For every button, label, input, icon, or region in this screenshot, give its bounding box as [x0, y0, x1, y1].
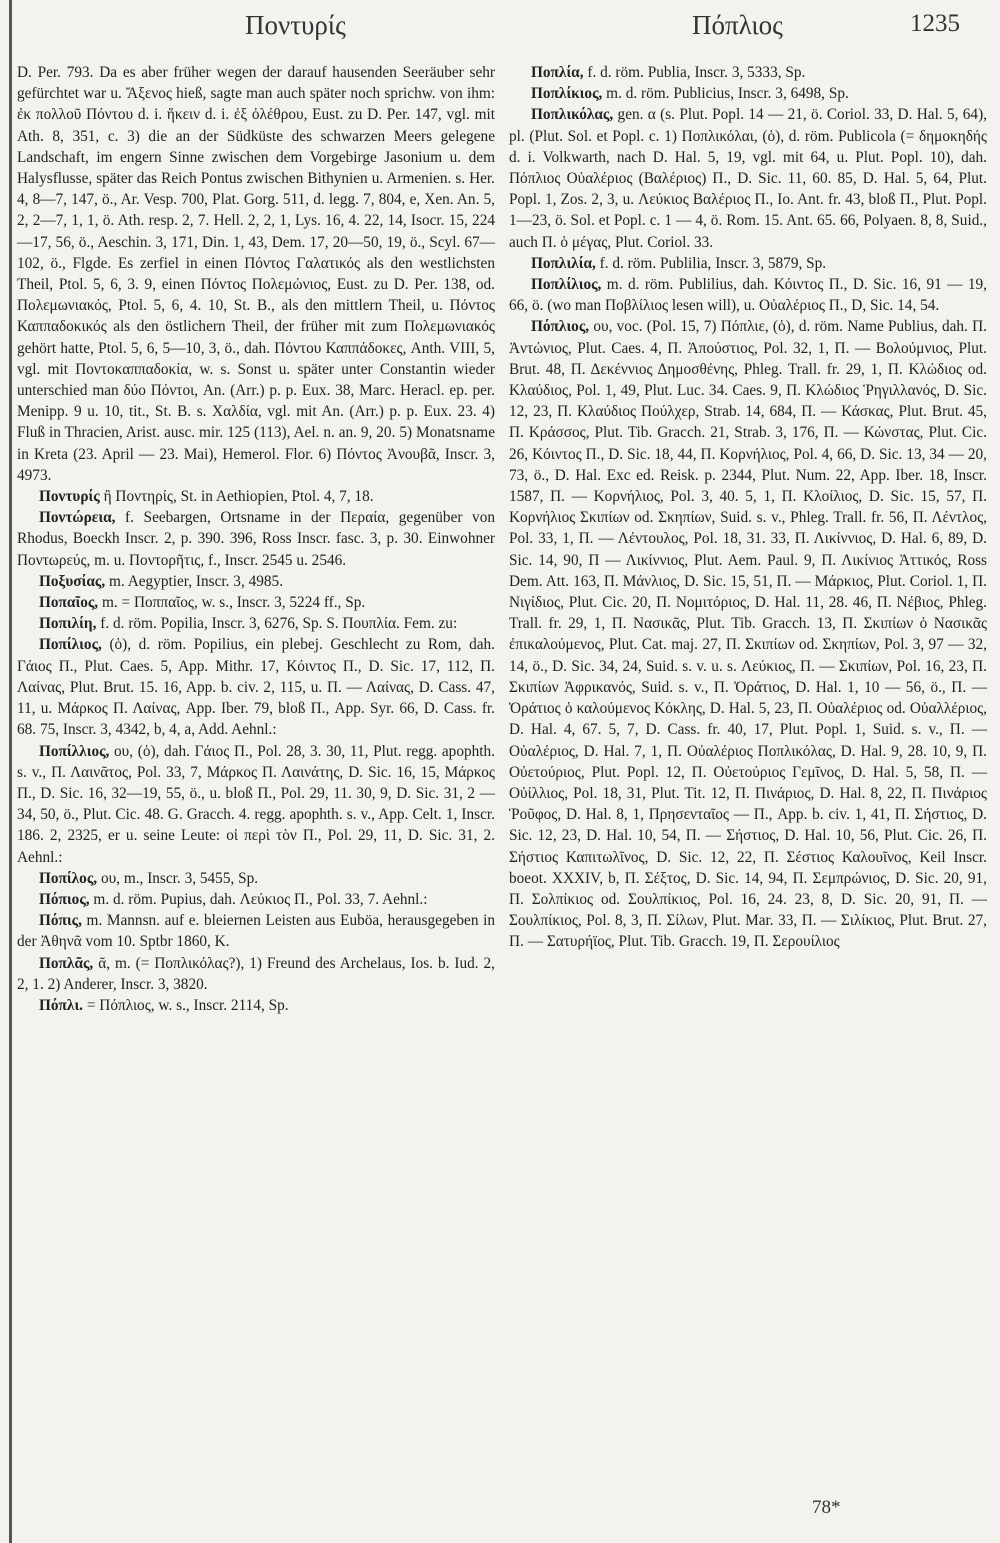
entry-text: ου, (ὁ), dah. Γάιος Π., Pol. 28, 3. 30, 11, Plut. regg. apophth. s. v., Π. Λαινᾶτος, Pol. 33, 7, Μάρκος Π. Λαινάτης, D. Sic. 16, 15, Μάρκος Π., D. Sic. 16, 32—19, 55, ö., u. bloß Π., Pol. 29, 11. 30, 9, D. Sic. 31, 2 — 34, 50, ö., Plut. Cic. 48. G. Gracch. 4. regg. apophth. s. v., App. Celt. 1, Inscr. 186. 2, 2325, er u. seine Leute: οἱ περὶ τὸν Π., Pol. 29, 11, D. Sic. 31, 2. Aehnl.:	[17, 742, 495, 866]
entry-text: (ὁ), d. röm. Popilius, ein plebej. Geschlecht zu Rom, dah. Γάιος Π., Plut. Caes. 5, App. Mithr. 17, Κόιντος Π., D. Sic. 17, 112, Π. Λαίνας, Plut. Brut. 15. 16, App. b. civ. 2, 115, u. Π. — Λαίνας, D. Cass. 47, 11, u. Μάρκος Π. Λαίνας, App. Iber. 79, bloß Π., App. Syr. 66, D. Cass. fr. 68. 75, Inscr. 3, 4342, b, 4, a, Add. Aehnl.:	[17, 636, 495, 739]
entry-headword: Ποπλᾶς,	[39, 954, 94, 972]
entry-headword: Πόπλιος,	[531, 318, 590, 336]
entry-headword: Ποπλία,	[531, 64, 584, 81]
dictionary-entry	[509, 83, 987, 104]
entry-headword: Ποπλίκιος,	[531, 85, 603, 103]
entry-text: m. d. röm. Publicius, Inscr. 3, 6498, Sp.	[602, 85, 849, 103]
right-guideword: Πόπλιος	[692, 10, 783, 40]
entry-text: ἢ Ποντηρίς, St. in Aethiopien, Ptol. 4, 7, 18.	[99, 488, 374, 506]
entry-text: f. Seebargen, Ortsname in der Περαία, gegenüber von Rhodus, Boeckh Inscr. 2, p. 390. 396, Ross Inscr. fasc. 3, p. 30. Einwohner Ποντωρεύς, m. u. Ποντορῆτις, f., Inscr. 2545 u. 2546.	[17, 509, 495, 569]
entry-headword: Ποπιλίη,	[39, 615, 97, 633]
dictionary-entry	[17, 741, 495, 868]
signature-mark: 78*	[812, 1497, 841, 1518]
entry-headword: Ποπλίλιος,	[531, 276, 602, 294]
entry-headword: Ποπίλος,	[39, 869, 98, 887]
entry-text: f. d. röm. Publilia, Inscr. 3, 5879, Sp.	[595, 254, 827, 272]
page-binding-edge	[9, 0, 12, 1543]
dictionary-entry	[509, 253, 987, 274]
entry-headword: Ποπίλιος,	[39, 636, 102, 654]
entry-headword: Πόπιος,	[39, 890, 90, 908]
entry-text: D. Per. 793. Da es aber früher wegen der darauf hausenden Seeräuber sehr gefürchtet war u. Ἄξενος hieß, sagte man auch später noch sprichw. von ihm: ἐκ πολλοῦ Πόντου d. i. ἥκειν d. i. ἐξ ὀλέθρου, Eust. zu D. Per. 147, vgl. mit Ath. 8, 351, c. 3) die an der Südküste des schwarzen Meers gelegene Landschaft, im engern Sinne zwischen dem Vorgebirge Jasonium u. dem Halysflusse, später das Reich Pontus zwischen Bithynien u. Armenien. s. Her. 4, 8—7, 147, ö., Ar. Vesp. 700, Plat. Gorg. 511, d. legg. 7, 804, e, Xen. An. 5, 2, 2—7, 1, 1, ö. Ath. resp. 2, 7. Hell. 2, 2, 1, Lys. 16, 4. 22, 14, Isocr. 15, 224—17, 56, ö., Aeschin. 3, 171, Din. 1, 43, Dem. 17, 20—50, 19, ö., Scyl. 67—102, ö., Flgde. Es zerfiel in einen Πόντος Γαλατικός als den westlichsten Theil, Ptol. 5, 6, 3. 9, einen Πόντος Πολεμώνιος, Eust. zu D. Per. 138, od. Πολεμωνιακός, Ptol. 5, 6, 4. 10, St. B., als den mittlern Theil, u. Πόντος Καππαδοκικός als den östlichern Theil, der früher mit zum Πολεμωνιακός gehört hatte, Ptol. 5, 6, 5—10, 3, ö., dah. Πόντου Καππάδοκες, Anth. VIII, 5, vgl. mit Ποντοκαππαδοκία, w. s. Sonst u. später unter Constantin wieder unterschied man δύο Πόντοι, An. (Arr.) p. p. Eux. 38, Marc. Heracl. ep. per. Menipp. 9 u. 10, tit., St. B. s. Χαλδία, vgl. mit An. (Arr.) p. p. Eux. 23. 4) Fluß in Thracien, Arist. ausc. mir. 125 (113), Ael. n. an. 9, 20. 5) Monatsname in Kreta (23. April — 23. Mai), Hemerol. Flor. 6) Πόντος Ἀνουβᾶ, Inscr. 3, 4973.	[17, 64, 495, 484]
dictionary-entry	[17, 889, 495, 910]
entry-text: ου, m., Inscr. 3, 5455, Sp.	[97, 869, 259, 887]
entry-text: m. Mannsn. auf e. bleiernen Leisten aus Euböa, herausgegeben in der Ἀθηνᾶ vom 10. Sptbr 1860, K.	[17, 912, 495, 951]
entry-headword: Πόπις,	[39, 912, 82, 930]
entry-text: m. d. röm. Pupius, dah. Λεύκιος Π., Pol. 33, 7. Aehnl.:	[89, 890, 428, 908]
entry-text: f. d. röm. Popilia, Inscr. 3, 6276, Sp. S. Πουπλία. Fem. zu:	[96, 615, 458, 633]
entry-text: m. Aegyptier, Inscr. 3, 4985.	[105, 572, 284, 590]
entry-headword: Ποπλικόλας,	[531, 106, 614, 124]
dictionary-entry	[17, 571, 495, 592]
dictionary-entry	[509, 62, 987, 83]
entry-headword: Ποπίλλιος,	[39, 742, 110, 760]
entry-text: gen. α (s. Plut. Popl. 14 — 21, ö. Coriol. 33, D. Hal. 5, 64), pl. (Plut. Sol. et Popl. c. 1) Ποπλικόλαι, (ὁ), d. röm. Publicola (= δημοκηδής d. i. Volkwarth, nach D. Hal. 5, 19, vgl. mit 64, u. Plut. Popl. 10), dah. Πόπλιος Οὐαλέριος (Βαλέριος) Π., D. Sic. 11, 60. 85, D. Hal. 5, 64, Plut. Popl. 1, Zos. 2, 3, u. Λεύκιος Βαλέριος Π., Io. Ant. fr. 43, bloß Π., Plut. Popl. 1—23, ö. Sol. et Popl. c. 1 — 4, ö. Rom. 15. Ant. 65. 66, Polyaen. 8, 8, Suid., auch Π. ὁ μέγας, Plut. Coriol. 33.	[509, 106, 987, 251]
dictionary-entry	[509, 104, 987, 252]
dictionary-entry	[17, 507, 495, 571]
entry-text: = Πόπλιος, w. s., Inscr. 2114, Sp.	[83, 996, 289, 1014]
dictionary-entry	[17, 995, 495, 1016]
dictionary-entry	[17, 953, 495, 995]
entry-text: m. d. röm. Publilius, dah. Κόιντος Π., D. Sic. 16, 91 — 19, 66, ö. (wo man Ποβλίλιος lesen will), u. Οὐαλέριος Π., D, Sic. 14, 54.	[509, 276, 987, 315]
entry-headword: Ποξυσίας,	[39, 572, 106, 590]
entry-text: f. d. röm. Publia, Inscr. 3, 5333, Sp.	[583, 64, 806, 81]
entry-headword: Ποπαῖος,	[39, 594, 99, 612]
dictionary-entry	[17, 910, 495, 952]
dictionary-entry	[17, 486, 495, 507]
left-guideword: Ποντυρίς	[245, 10, 346, 40]
right-column	[509, 62, 987, 953]
dictionary-entry	[17, 62, 495, 486]
left-column	[17, 62, 495, 1016]
entry-text: ου, voc. (Pol. 15, 7) Πόπλιε, (ὁ), d. röm. Name Publius, dah. Π. Ἀντώνιος, Plut. Caes. 4, Π. Ἀπούστιος, Pol. 32, 1, Π. — Βολούμνιος, Plut. Brut. 48, Π. Δεκέννιος Δημοσθένης, Phleg. Trall. fr. 29, 1, Π. Κλώδιος od. Κλαύδιος, Pol. 1, 49, Plut. Luc. 34. Caes. 9, Π. Κλώδιος Ῥηγιλλανός, D. Sic. 12, 23, Π. Κλαύδιος Πούλχερ, Strab. 14, 684, Π. — Κάσκας, Plut. Brut. 45, Π. Κράσσος, Plut. Tib. Gracch. 21, Strab. 3, 176, Π. — Κώνστας, Plut. Cic. 26, Κόιντος Π., D. Sic. 18, 44, Π. Κορνήλιος, Pol. 4, 66, D. Sic. 13, 34 — 20, 73, ö., D. Hal. Exc ed. Reisk. p. 2344, Plut. Num. 22, App. Iber. 18, Inscr. 1587, Π. — Κορνήλιος, Pol. 3, 40. 5, 1, Π. Κλοίλιος, D. Sic. 15, 57, Π. Κορνήλιος Σκιπίων od. Σκηπίων, Suid. s. v., Phleg. Trall. fr. 56, Π. Λέντλος, Pol. 33, 1, Π. — Λέντουλος, Pol. 18, 31. 33, Π. Λικίννιος, D. Hal. 6, 89, D. Sic. 14, 90, Π — Λικίννιος, Plut. Aem. Paul. 9, Π. Λικίνιος Ἀττικός, Ross Dem. Att. 163, Π. Μάνλιος, D. Sic. 15, 51, Π. — Μάρκιος, Plut. Coriol. 1, Π. Νιγίδιος, Plut. Cic. 20, Π. Νομιτόριος, D. Hal. 11, 28. 46, Π. Νέβιος, Phleg. Trall. fr. 29, 1, Π. Νασικᾶς, Plut. Tib. Gracch. 13, Π. Σκιπίων ὁ Νασικᾶς ἐπικαλούμενος, Plut. Cat. maj. 27, Π. Σκιπίων od. Σκηπίων, Pol. 3, 97 — 32, 14, ö., D. Sic. 34, 24, Suid. s. v. u. s. Λεύκιος, Π. — Σκιπίων, Pol. 16, 23, Π. Σκιπίων Ἀφρικανός, Suid. s. v., Π. Ὁράτιος, D. Hal. 1, 10 — 56, ö., Π. — Ὁράτιος ὁ καλούμενος Κόκλης, D. Hal. 5, 23, Π. Οὐαλέριος od. Οὐαλλέριος, D. Hal. 4, 67. 5, 7, D. Cass. fr. 40, 17, Plut. Popl. 1, Suid. s. v., Π. — Οὐαλέριος, D. Hal. 7, 1, Π. Οὐαλέριος Ποπλικόλας, D. Hal. 9, 28. 10, 9, Π. Οὐετούριος, Plut. Popl. 12, Π. Οὐετούριος Γεμῖνος, D. Hal. 5, 58, Π. — Οὐίλλιος, Pol. 18, 31, Plut. Tit. 12, Π. Πινάριος, D. Hal. 8, 22, Π. Πινάριος Ῥοῦφος, D. Hal. 8, 1, Πρησενταῖος — Π., App. b. civ. 1, 41, Π. Σήστιος, D. Sic. 12, 23, D. Hal. 10, 54, Π. — Σήστιος, D. Hal. 10, 56, Plut. Cic. 26, Π. Σήστιος Καπιτωλῖνος, D. Sic. 12, 22, Π. Σέστιος Καλουῖνος, Keil Inscr. boeot. XXXIV, b, Π. Σέξτος, D. Sic. 14, 94, Π. Σεμπρώνιος, D. Sic. 20, 91, Π. Σολπίκιος od. Σουλπίκιος, Pol. 16, 24. 23, 8, D. Sic. 20, 91, Π. — Σουλπίκιος, Pol. 8, 3, Π. Σίλων, Plut. Mar. 33, Π. — Σιλίκιος, Plut. Brut. 27, Π. — Σατυρήϊος, Plut. Tib. Gracch. 19, Π. Σερουίλιος	[509, 318, 987, 951]
entry-text: m. = Ποππαῖος, w. s., Inscr. 3, 5224 ff., Sp.	[98, 594, 366, 612]
dictionary-entry	[509, 316, 987, 952]
dictionary-entry	[17, 634, 495, 740]
dictionary-entry	[17, 592, 495, 613]
dictionary-entry	[17, 868, 495, 889]
entry-headword: Πόπλι.	[39, 996, 84, 1014]
page-number: 1235	[910, 10, 960, 37]
dictionary-entry	[509, 274, 987, 316]
entry-text: ᾶ, m. (= Ποπλικόλας?), 1) Freund des Archelaus, Ios. b. Iud. 2, 2, 1. 2) Anderer, Inscr. 3, 3820.	[17, 954, 495, 993]
dictionary-entry	[17, 613, 495, 634]
entry-headword: Ποπλιλία,	[531, 254, 596, 272]
entry-headword: Ποντώρεια,	[39, 509, 116, 527]
entry-headword: Ποντυρίς	[39, 488, 100, 506]
